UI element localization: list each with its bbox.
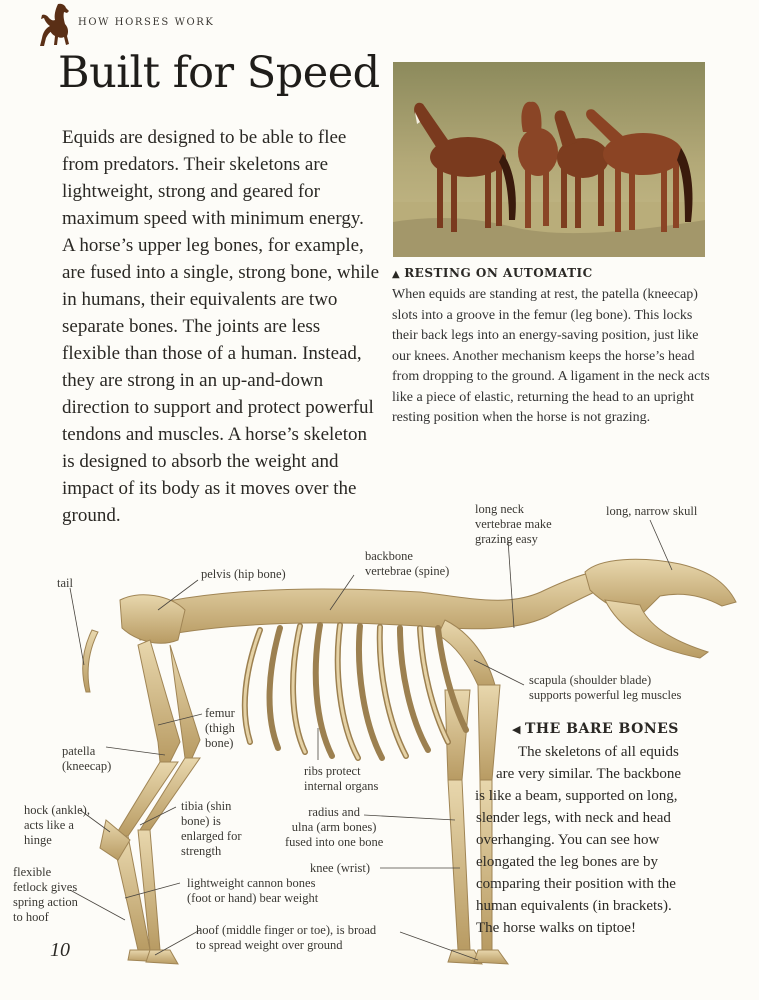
resting-heading bbox=[392, 266, 710, 280]
label-radius-ulna: radius and ulna (arm bones) fused into one bone bbox=[285, 805, 384, 849]
label-pelvis: pelvis (hip bone) bbox=[201, 567, 286, 581]
bare-bones-line: human equivalents (in brackets). bbox=[476, 898, 672, 914]
label-fetlock: flexible fetlock gives spring action to hoof bbox=[13, 865, 78, 924]
resting-body: When equids are standing at rest, the patella (kneecap) slots into a groove in the femur (leg bone). This locks their back legs into an energy-saving position, just like our knees. Another mechanism keeps the horse’s head from dropping to the ground. A ligament in the neck acts like a piece of elastic, returning the head to an upright resting position when the horse is not grazing. bbox=[392, 287, 710, 425]
bare-bones-line: The skeletons of all equids bbox=[518, 744, 679, 760]
bare-bones-line: elongated the leg bones are by bbox=[476, 854, 659, 870]
bare-bones-heading bbox=[512, 721, 679, 737]
bare-bones-line: slender legs, with neck and head bbox=[476, 810, 671, 826]
page-number: 10 bbox=[50, 939, 70, 961]
bare-bones-line: is like a beam, supported on long, bbox=[475, 788, 678, 804]
label-hock: hock (ankle), acts like a hinge bbox=[24, 803, 90, 847]
label-patella: patella (kneecap) bbox=[62, 744, 112, 773]
label-tibia: tibia (shin bone) is enlarged for strength bbox=[181, 799, 242, 858]
resting-sidebar bbox=[392, 266, 710, 429]
bare-bones-line: The horse walks on tiptoe! bbox=[476, 920, 636, 936]
bare-bones-heading-text: THE BARE BONES bbox=[524, 721, 679, 737]
label-cannon: lightweight cannon bones (foot or hand) bear weight bbox=[187, 876, 319, 905]
label-skull: long, narrow skull bbox=[606, 504, 698, 518]
label-scapula: scapula (shoulder blade) supports powerful leg muscles bbox=[529, 673, 682, 702]
bare-bones-line: overhanging. You can see how bbox=[476, 832, 660, 848]
bare-bones-line: are very similar. The backbone bbox=[496, 766, 682, 782]
label-hoof: hoof (middle finger or toe), is broad to spread weight over ground bbox=[196, 923, 377, 952]
horses-photo bbox=[393, 62, 705, 257]
label-knee: knee (wrist) bbox=[310, 861, 371, 875]
label-backbone: backbone vertebrae (spine) bbox=[365, 549, 450, 578]
triangle-up-icon: ▲ bbox=[392, 269, 401, 280]
triangle-left-icon: ◀ bbox=[512, 723, 521, 736]
intro-paragraph: Equids are designed to be able to flee from predators. Their skeletons are lightweight, strong and geared for maximum speed with minimum energy. A horse’s upper leg bones, for example, are fused into a single, strong bone, while in humans, their equivalents are two separate bones. The joints are less flexible than those of a human. Instead, they are strong in an up-and-down direction to support and protect powerful tendons and muscles. A horse’s skeleton is designed to absorb the weight and impact of its body as it moves over the ground. bbox=[62, 127, 380, 526]
label-tail: tail bbox=[57, 576, 73, 590]
label-long-neck: long neck vertebrae make grazing easy bbox=[475, 502, 552, 546]
page-title: Built for Speed bbox=[58, 48, 380, 98]
rearing-horse-logo-icon bbox=[38, 2, 74, 48]
bare-bones-line: comparing their position with the bbox=[476, 876, 676, 892]
resting-heading-text: RESTING ON AUTOMATIC bbox=[404, 266, 593, 280]
label-ribs: ribs protect internal organs bbox=[304, 764, 379, 793]
section-header: HOW HORSES WORK bbox=[78, 17, 215, 28]
label-femur: femur (thigh bone) bbox=[205, 706, 235, 750]
